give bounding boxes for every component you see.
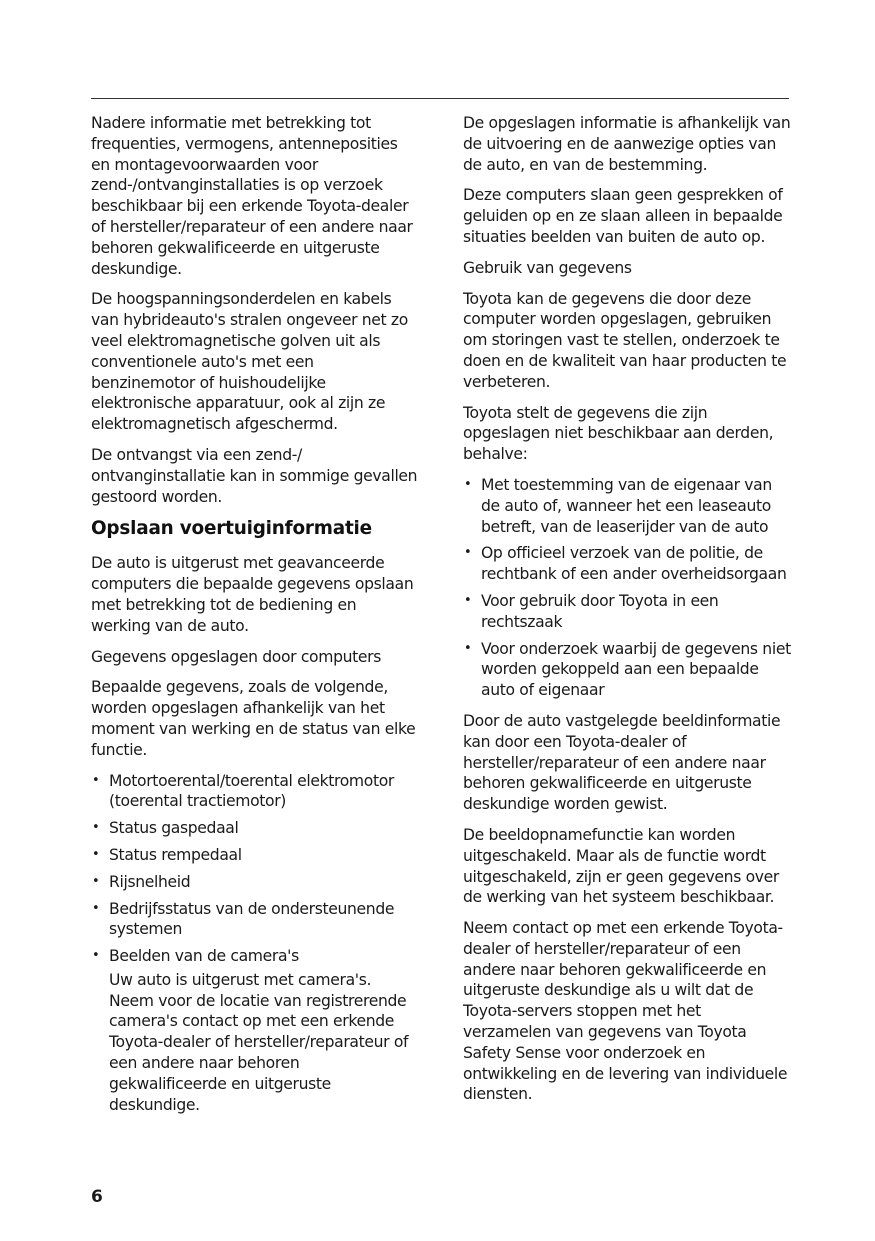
subheading: Gegevens opgeslagen door computers	[91, 647, 382, 666]
list-item: • Op officieel verzoek van de politie, de rechtbank of een ander overheidsorgaan	[463, 543, 791, 585]
paragraph: De ontvangst via een zend-/ ontvanginstallatie kan in sommige gevallen gestoord worden.	[91, 445, 418, 506]
right-column	[463, 113, 791, 1115]
list-item: • Rijsnelheid	[91, 872, 419, 893]
list-item: • Status rempedaal	[91, 845, 419, 866]
paragraph: De hoogspanningsonderdelen en kabels van hybrideauto's stralen ongeveer net zo veel elektromagnetische golven uit als conventionele auto's met een benzinemotor of huishoudelijke elektronische apparatuur, ook al zijn ze elektromagnetisch afgeschermd.	[91, 290, 408, 434]
list-item: • Beelden van de camera's Uw auto is uitgerust met camera's. Neem voor de locatie van registrerende camera's contact op met een erkende Toyota-dealer of hersteller/reparateur of een andere naar behoren gekwalificeerde en uitgeruste deskundige.	[91, 946, 419, 1115]
list-item: • Bedrijfsstatus van de ondersteunende systemen	[91, 899, 419, 941]
page-number: 6	[91, 1187, 103, 1207]
paragraph: Deze computers slaan geen gesprekken of geluiden op en ze slaan alleen in bepaalde situaties beelden van buiten de auto op.	[463, 186, 783, 246]
paragraph: Bepaalde gegevens, zoals de volgende, worden opgeslagen afhankelijk van het moment van werking en de status van elke functie.	[91, 678, 416, 759]
list-item: • Met toestemming van de eigenaar van de auto of, wanneer het een leaseauto betreft, van de leaserijder van de auto	[463, 475, 791, 537]
list-item: • Status gaspedaal	[91, 818, 419, 839]
stored-data-list	[91, 771, 419, 1116]
left-column	[91, 113, 419, 1125]
paragraph: De beeldopnamefunctie kan worden uitgeschakeld. Maar als de functie wordt uitgeschakeld, zijn er geen gegevens over de werking van het systeem beschikbaar.	[463, 825, 779, 907]
exceptions-list	[463, 475, 791, 701]
paragraph: De auto is uitgerust met geavanceerde computers die bepaalde gegevens opslaan met betrekking tot de bediening en werking van de auto.	[91, 554, 414, 635]
header-rule	[91, 98, 789, 99]
paragraph: Door de auto vastgelegde beeldinformatie kan door een Toyota-dealer of hersteller/reparateur of een andere naar behoren gekwalificeerde en uitgeruste deskundige worden gewist.	[463, 711, 781, 814]
paragraph: Toyota kan de gegevens die door deze computer worden opgeslagen, gebruiken om storingen vast te stellen, onderzoek te doen en de kwaliteit van haar producten te verbeteren.	[463, 289, 787, 391]
paragraph: Nadere informatie met betrekking tot frequenties, vermogens, antenneposities en montagevoorwaarden voor zend-/ontvanginstallaties is op verzoek beschikbaar bij een erkende Toyota-dealer of hersteller/reparateur of een andere naar behoren gekwalificeerde en uitgeruste deskundige.	[91, 114, 413, 278]
paragraph: Toyota stelt de gegevens die zijn opgeslagen niet beschikbaar aan derden, behalve:	[463, 403, 774, 464]
paragraph: Neem contact op met een erkende Toyota-dealer of hersteller/reparateur of een andere naar behoren gekwalificeerde en uitgeruste deskundige als u wilt dat de Toyota-servers stoppen met het verzamelen van gegevens van Toyota Safety Sense voor onderzoek en ontwikkeling en de levering van individuele diensten.	[463, 919, 788, 1104]
camera-note: Uw auto is uitgerust met camera's. Neem voor de locatie van registrerende camera's contact op met een erkende Toyota-dealer of hersteller/reparateur of een andere naar behoren gekwalificeerde en uitgeruste deskundige.	[109, 970, 409, 1114]
section-heading: Opslaan voertuiginformatie	[91, 518, 372, 540]
list-item: • Voor onderzoek waarbij de gegevens niet worden gekoppeld aan een bepaalde auto of eigenaar	[463, 639, 791, 701]
list-item: • Voor gebruik door Toyota in een rechtszaak	[463, 591, 791, 633]
list-item: • Motortoerental/toerental elektromotor (toerental tractiemotor)	[91, 771, 419, 813]
paragraph: De opgeslagen informatie is afhankelijk van de uitvoering en de aanwezige opties van de auto, en van de bestemming.	[463, 114, 791, 174]
subheading: Gebruik van gegevens	[463, 258, 632, 277]
